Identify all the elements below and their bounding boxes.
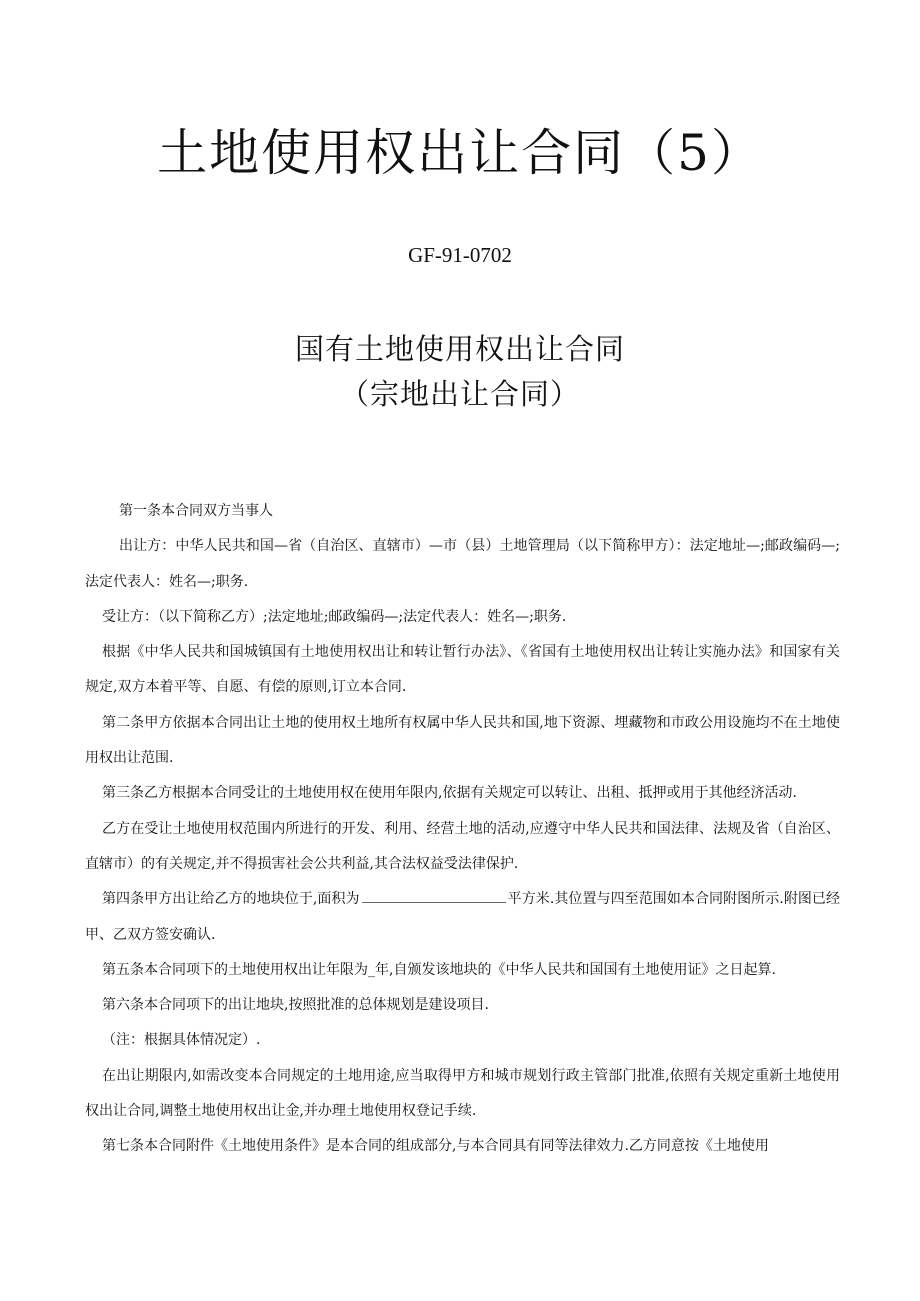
article-5-paragraph: 第五条本合同项下的土地使用权出让年限为_年,自颁发该地块的《中华人民共和国国有土地使用证》之日起算. (102, 961, 776, 978)
contract-subtitle: （宗地出让合同） (339, 377, 580, 411)
article-6-paragraph: 第六条本合同项下的出让地块,按照批准的总体规划是建设项目. (102, 997, 489, 1014)
legal-basis-paragraph: 根据《中华人民共和国城镇国有土地使用权出让和转让暂行办法》、《省国有土地使用权出让转让实施办法》和国家有关规定,双方本着平等、自愿、有偿的原则,订立本合同. (85, 644, 840, 696)
area-blank-line (362, 890, 506, 903)
article-3-paragraph: 第三条乙方根据本合同受让的土地使用权在使用年限内,依据有关规定可以转让、出租、抵押或用于其他经济活动. (102, 785, 797, 802)
article-4-paragraph (85, 882, 840, 953)
transferee-obligations-paragraph: 乙方在受让土地使用权范围内所进行的开发、利用、经营土地的活动,应遵守中华人民共和国法律、法规及省（自治区、直辖市）的有关规定,并不得损害社会公共利益,其合法权益受法律保护. (85, 820, 840, 872)
article-1-heading: 第一条本合同双方当事人 (119, 503, 273, 519)
document-code: GF-91-0702 (408, 243, 512, 267)
document-title: 土地使用权出让合同（5） (157, 124, 763, 182)
contract-title: 国有土地使用权出让合同 (294, 332, 625, 366)
article-2-paragraph: 第二条甲方依据本合同出让土地的使用权土地所有权属中华人民共和国,地下资源、埋藏物和市政公用设施均不在土地使用权出让范围. (85, 714, 840, 767)
article-4-text-start: 第四条甲方出让给乙方的地块位于,面积为 (102, 891, 360, 908)
contract-body (85, 494, 840, 1165)
article-7-paragraph: 第七条本合同附件《土地使用条件》是本合同的组成部分,与本合同具有同等法律效力.乙方同意按《土地使用 (102, 1138, 769, 1155)
transferee-paragraph: 受让方：（以下简称乙方）;法定地址;邮政编码—;法定代表人：姓名—;职务. (102, 608, 567, 625)
transferor-paragraph: 出让方：中华人民共和国—省（自治区、直辖市）—市（县）土地管理局（以下简称甲方）：法定地址—;邮政编码—;法定代表人：姓名—;职务. (85, 538, 840, 590)
article-4-text-end: 平方米.其位置与四至范围如本合同附图所示.附图已经甲、乙双方签安确认. (85, 891, 840, 943)
note-paragraph: （注：根据具体情况定）. (102, 1032, 261, 1049)
land-use-change-paragraph: 在出让期限内,如需改变本合同规定的土地用途,应当取得甲方和城市规划行政主管部门批准,依照有关规定重新土地使用权出让合同,调整土地使用权出让金,并办理土地使用权登记手续. (85, 1067, 840, 1120)
